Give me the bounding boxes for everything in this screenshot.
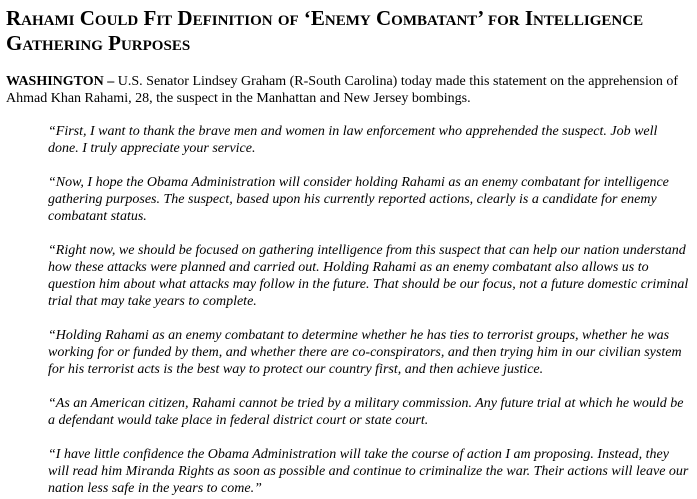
quote-paragraph-2: “Now, I hope the Obama Administration will consider holding Rahami as an enemy combatant for intelligence gathering purposes. The suspect, based upon his currently reported actions, clearly is a candidate for enemy combatant status.: [48, 175, 669, 224]
quote-paragraph-3: “Right now, we should be focused on gathering intelligence from this suspect that can help our nation understand how these attacks were planned and carried out. Holding Rahami as an enemy combatant also allows us to question him about what attacks may follow in the future. That should be our focus, not a future domestic criminal trial that may take years to complete.: [48, 243, 689, 309]
dateline: WASHINGTON –: [6, 74, 115, 89]
quote-paragraph-6: “I have little confidence the Obama Administration will take the course of action I am proposing. Instead, they will read him Miranda Rights as soon as possible and continue to criminalize the war. Their actions will leave our nation less safe in the years to come.”: [48, 447, 689, 496]
quote-paragraph-5: “As an American citizen, Rahami cannot be tried by a military commission. Any future trial at which he would be a defendant would take place in federal district court or state court.: [48, 396, 684, 428]
lede-text: U.S. Senator Lindsey Graham (R-South Carolina) today made this statement on the apprehension of Ahmad Khan Rahami, 28, the suspect in the Manhattan and New Jersey bombings.: [6, 74, 679, 106]
lede-paragraph: [6, 73, 689, 107]
quote-paragraph-4: “Holding Rahami as an enemy combatant to determine whether he has ties to terrorist groups, whether he was working for or funded by them, and whether there are co-conspirators, and then trying him in our civilian system for his terrorist acts is the best way to protect our country first, and then achieve justice.: [48, 328, 682, 377]
headline: Rahami Could Fit Definition of ‘Enemy Combatant’ for Intelligence Gathering Purposes: [6, 6, 644, 55]
quote-paragraph-1: “First, I want to thank the brave men and women in law enforcement who apprehended the suspect. Job well done. I truly appreciate your service.: [48, 124, 658, 156]
